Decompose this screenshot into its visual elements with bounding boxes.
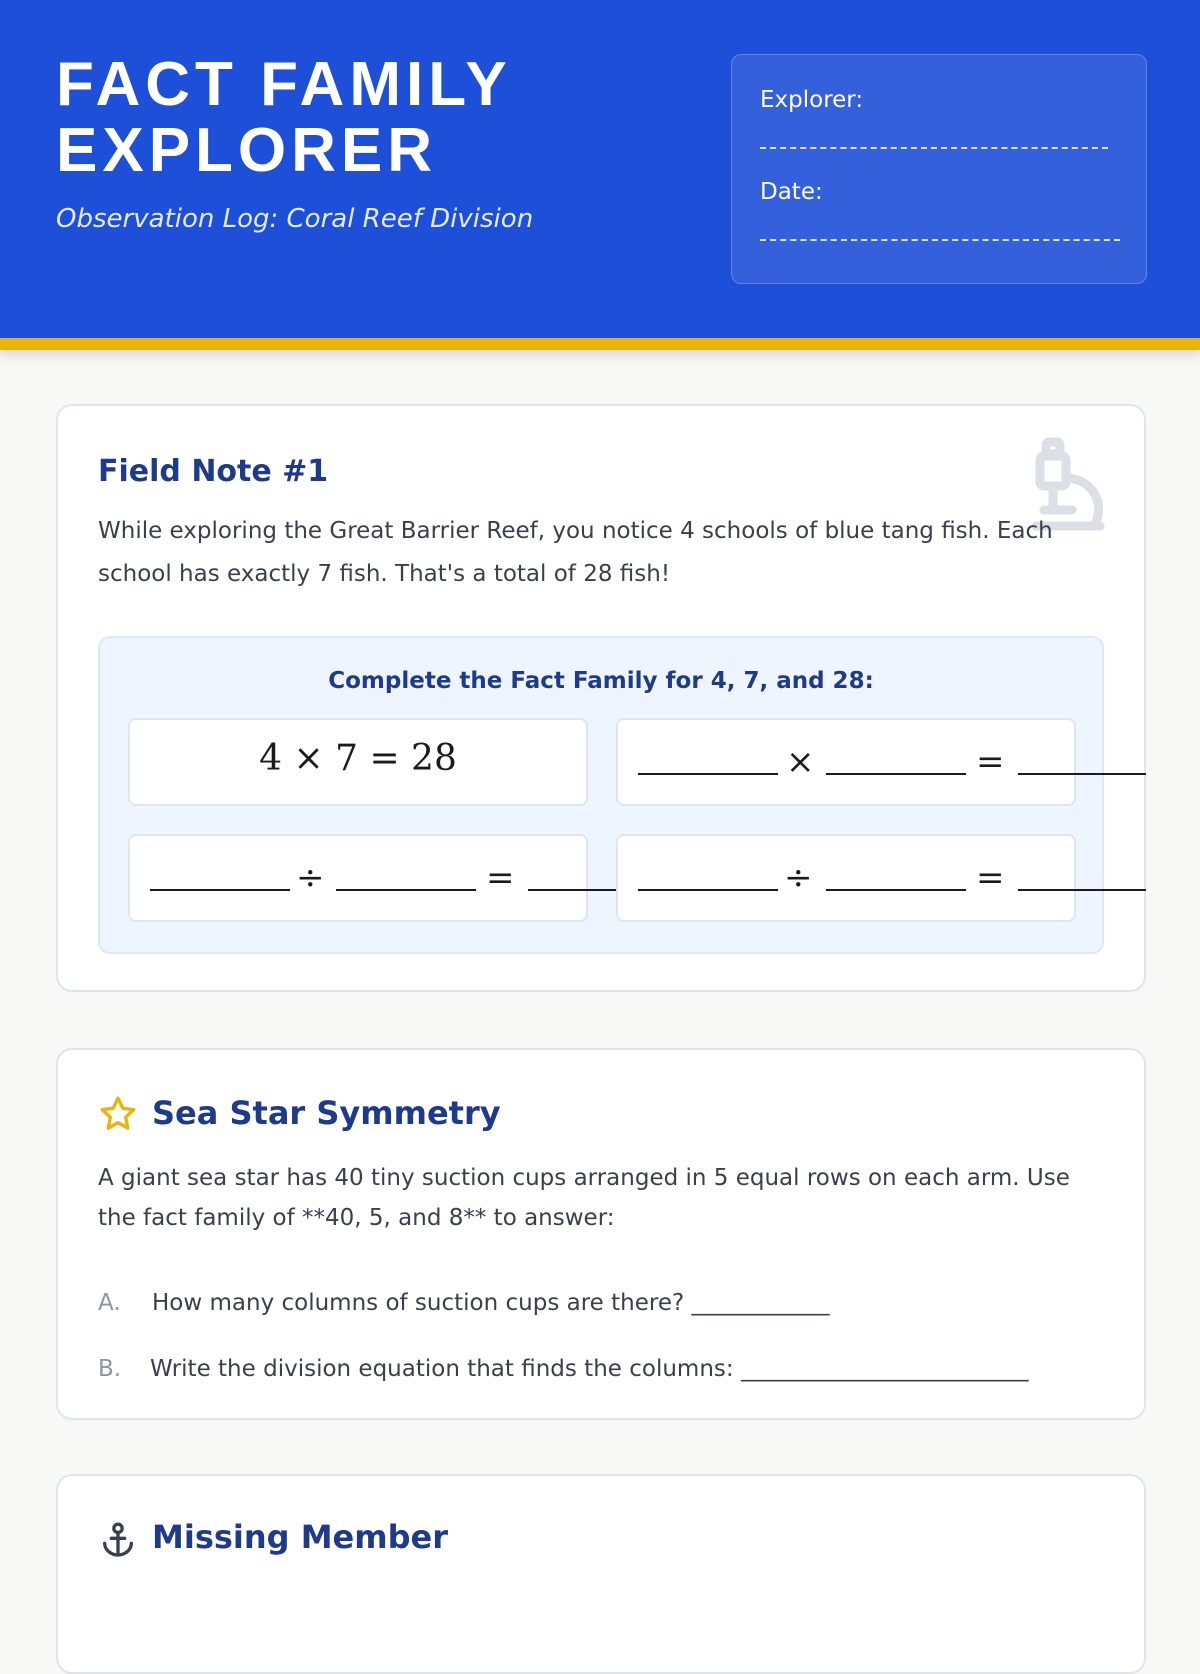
answer-blank[interactable] <box>150 889 290 891</box>
star-icon <box>98 1094 138 1134</box>
field-note-heading: Field Note #1 <box>98 454 329 489</box>
answer-blank[interactable] <box>826 889 966 891</box>
example-equation-box <box>128 718 588 806</box>
sea-star-text: A giant sea star has 40 tiny suction cups arranged in 5 equal rows on each arm. Use the fact family of **40, 5, and 8** to answer: <box>98 1165 1070 1231</box>
equation-box-division-1 <box>128 834 588 922</box>
sea-star-card <box>56 1048 1146 1420</box>
equation-box-multiplication <box>616 718 1076 806</box>
missing-member-heading: Missing Member <box>152 1518 448 1556</box>
fact-family-title: Complete the Fact Family for 4, 7, and 28: <box>328 668 874 694</box>
explorer-label: Explorer: <box>760 87 864 113</box>
page-subtitle: Observation Log: Coral Reef Division <box>56 204 534 234</box>
times-sign: × <box>786 742 815 782</box>
answer-blank[interactable] <box>336 889 476 891</box>
equals-sign: = <box>976 742 1005 782</box>
page-header <box>0 0 1200 350</box>
question-a-letter: A. <box>98 1290 121 1316</box>
question-a-text[interactable]: How many columns of suction cups are there? ____________ <box>152 1290 830 1316</box>
fact-family-panel <box>98 636 1104 954</box>
equals-sign: = <box>486 858 515 898</box>
divide-sign: ÷ <box>784 858 813 898</box>
field-note-text: While exploring the Great Barrier Reef, you notice 4 schools of blue tang fish. Each school has exactly 7 fish. That's a total of 28 fish! <box>98 518 1053 587</box>
anchor-icon <box>98 1520 138 1560</box>
explorer-name-field[interactable] <box>760 147 1108 149</box>
question-b-letter: B. <box>98 1356 122 1382</box>
explorer-info-box <box>731 54 1147 284</box>
example-equation: 4 × 7 = 28 <box>259 738 457 779</box>
missing-member-card <box>56 1474 1146 1674</box>
date-label: Date: <box>760 179 823 205</box>
equation-box-division-2 <box>616 834 1076 922</box>
page-title: FACT FAMILY EXPLORER <box>56 50 511 185</box>
answer-blank[interactable] <box>638 773 778 775</box>
answer-blank[interactable] <box>1018 889 1146 891</box>
answer-blank[interactable] <box>1018 773 1146 775</box>
equals-sign: = <box>976 858 1005 898</box>
question-b-text[interactable]: Write the division equation that finds the columns: _________________________ <box>150 1356 1029 1382</box>
divide-sign: ÷ <box>296 858 325 898</box>
date-field[interactable] <box>760 239 1120 241</box>
answer-blank[interactable] <box>638 889 778 891</box>
answer-blank[interactable] <box>826 773 966 775</box>
field-note-card <box>56 404 1146 992</box>
sea-star-heading: Sea Star Symmetry <box>152 1094 501 1132</box>
